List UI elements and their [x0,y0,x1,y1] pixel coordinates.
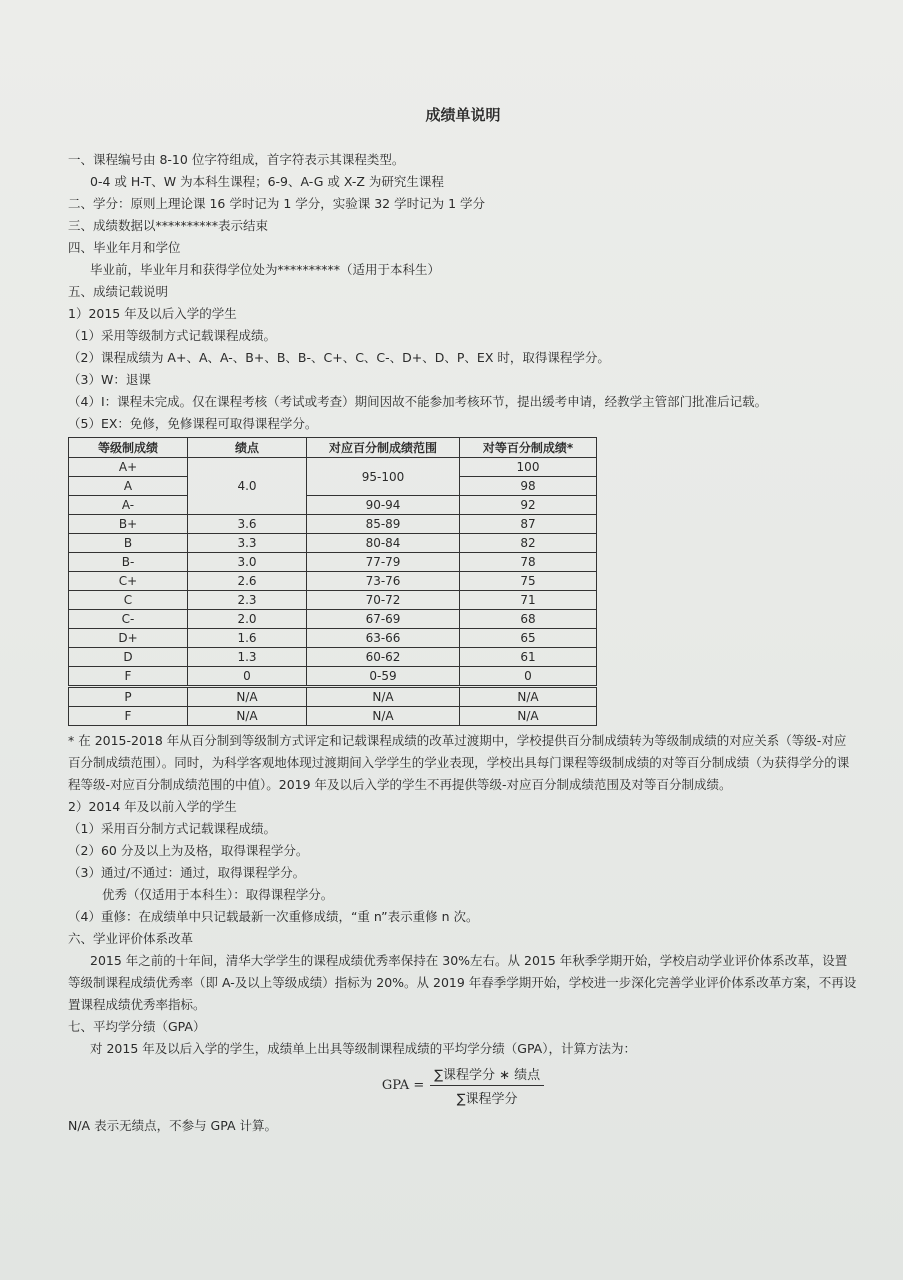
header-grade: 等级制成绩 [69,438,188,458]
equivalent-cell: 87 [460,515,597,534]
points-cell: N/A [188,687,307,707]
table-row [69,610,597,629]
equivalent-cell: 61 [460,648,597,667]
points-cell: 2.6 [188,572,307,591]
table-row [69,458,597,477]
equivalent-cell: N/A [460,687,597,707]
table-row [69,707,597,726]
table-row [69,534,597,553]
points-cell: 2.3 [188,591,307,610]
section-7-heading: 七、平均学分绩（GPA） [68,1019,206,1034]
section-5-sub2-heading: 2）2014 年及以前入学的学生 [68,799,237,814]
section-3: 三、成绩数据以**********表示结束 [68,218,269,233]
grade-cell: C+ [69,572,188,591]
page-title: 成绩单说明 [425,106,501,124]
grade-table [68,437,597,726]
equivalent-cell: 71 [460,591,597,610]
formula-numerator: ∑课程学分 ∗ 绩点 [430,1064,544,1086]
section-5-sub2-retake: （4）重修：在成绩单中只记载最新一次重修成绩，“重 n”表示重修 n 次。 [68,909,479,924]
table-row [69,629,597,648]
grade-cell: P [69,687,188,707]
table-row [69,667,597,687]
equivalent-cell: N/A [460,707,597,726]
section-6-heading: 六、学业评价体系改革 [68,931,194,946]
range-cell: 67-69 [307,610,460,629]
equivalent-cell: 65 [460,629,597,648]
section-5-sub1-item-2: （2）课程成绩为 A+、A、A-、B+、B、B-、C+、C、C-、D+、D、P、EX 时，取得课程学分。 [68,350,610,365]
section-7-text: 对 2015 年及以后入学的学生，成绩单上出具等级制课程成绩的平均学分绩（GPA），计算方法为： [90,1041,636,1056]
equivalent-cell: 98 [460,477,597,496]
grade-cell: A- [69,496,188,515]
grade-cell: D+ [69,629,188,648]
grade-cell: C [69,591,188,610]
equivalent-cell: 78 [460,553,597,572]
section-2: 二、学分：原则上理论课 16 学时记为 1 学分，实验课 32 学时记为 1 学分 [68,196,486,211]
section-6-text: 2015 年之前的十年间，清华大学学生的课程成绩优秀率保持在 30%左右。从 2015 年秋季学期开始，学校启动学业评价体系改革，设置等级制课程成绩优秀率（即 A-及以上等级成绩）指标为 20%。从 2019 年春季学期开始，学校进一步深化完善学业评价体系改革方案，不再设置课程成绩优秀率指标。 [68,953,857,1012]
grade-cell: C- [69,610,188,629]
grade-cell: F [69,667,188,687]
table-row [69,496,597,515]
table-row [69,515,597,534]
range-cell: 70-72 [307,591,460,610]
table-header-row [69,438,597,458]
section-1-heading: 一、课程编号由 8-10 位字符组成，首字符表示其课程类型。 [68,152,405,167]
points-cell: 4.0 [188,458,307,515]
table-row [69,687,597,707]
section-5-sub1-item-3: （3）W：退课 [68,372,151,387]
formula-lhs: GPA = [381,1078,425,1093]
points-cell: 3.3 [188,534,307,553]
range-cell: 0-59 [307,667,460,687]
points-cell: N/A [188,707,307,726]
points-cell: 0 [188,667,307,687]
range-cell: 85-89 [307,515,460,534]
section-5-sub1-item-4: （4）I：课程未完成。仅在课程考核（考试或考查）期间因故不能参加考核环节，提出缓考申请，经教学主管部门批准后记载。 [68,394,768,409]
section-5-sub2-item-2: （2）60 分及以上为及格，取得课程学分。 [68,843,309,858]
range-cell: 90-94 [307,496,460,515]
points-cell: 1.3 [188,648,307,667]
grade-cell: B [69,534,188,553]
points-cell: 2.0 [188,610,307,629]
points-cell: 3.0 [188,553,307,572]
section-5-sub2-excellent: 优秀（仅适用于本科生）：取得课程学分。 [102,887,334,902]
table-row [69,572,597,591]
gpa-formula [68,1064,858,1107]
gpa-note: N/A 表示无绩点，不参与 GPA 计算。 [68,1118,278,1133]
grade-cell: B- [69,553,188,572]
range-cell: 95-100 [307,458,460,496]
points-cell: 3.6 [188,515,307,534]
section-4-heading: 四、毕业年月和学位 [68,240,181,255]
equivalent-cell: 100 [460,458,597,477]
equivalent-cell: 75 [460,572,597,591]
section-4-detail: 毕业前，毕业年月和获得学位处为**********（适用于本科生） [90,262,441,277]
equivalent-cell: 68 [460,610,597,629]
grade-cell: D [69,648,188,667]
range-cell: 63-66 [307,629,460,648]
section-5-heading: 五、成绩记载说明 [68,284,169,299]
grade-cell: A+ [69,458,188,477]
grade-cell: A [69,477,188,496]
table-row [69,553,597,572]
table-row [69,591,597,610]
section-5-sub1-heading: 1）2015 年及以后入学的学生 [68,306,237,321]
grade-cell: F [69,707,188,726]
section-5-sub2-item-3: （3）通过/不通过：通过，取得课程学分。 [68,865,306,880]
document-body [68,100,858,1137]
grade-cell: B+ [69,515,188,534]
equivalent-cell: 92 [460,496,597,515]
header-range: 对应百分制成绩范围 [307,438,460,458]
formula-fraction [430,1064,544,1107]
range-cell: 77-79 [307,553,460,572]
header-equivalent: 对等百分制成绩* [460,438,597,458]
equivalent-cell: 82 [460,534,597,553]
section-1-detail: 0-4 或 H-T、W 为本科生课程；6-9、A-G 或 X-Z 为研究生课程 [90,174,444,189]
equivalent-cell: 0 [460,667,597,687]
formula-denominator: ∑课程学分 [456,1092,518,1107]
section-5-sub1-item-5: （5）EX：免修，免修课程可取得课程学分。 [68,416,318,431]
range-cell: N/A [307,687,460,707]
range-cell: 60-62 [307,648,460,667]
points-cell: 1.6 [188,629,307,648]
header-points: 绩点 [188,438,307,458]
range-cell: 73-76 [307,572,460,591]
range-cell: N/A [307,707,460,726]
range-cell: 80-84 [307,534,460,553]
section-5-sub1-item-1: （1）采用等级制方式记载课程成绩。 [68,328,276,343]
table-row [69,648,597,667]
table-footnote: * 在 2015-2018 年从百分制到等级制方式评定和记载课程成绩的改革过渡期中，学校提供百分制成绩转为等级制成绩的对应关系（等级-对应百分制成绩范围）。同时，为科学客观地体现过渡期间入学学生的学业表现，学校出具每门课程等级制成绩的对等百分制成绩（为获得学分的课程等级-对应百分制成绩范围的中值）。2019 年及以后入学的学生不再提供等级-对应百分制成绩范围及对等百分制成绩。 [68,733,850,792]
section-5-sub2-item-1: （1）采用百分制方式记载课程成绩。 [68,821,276,836]
